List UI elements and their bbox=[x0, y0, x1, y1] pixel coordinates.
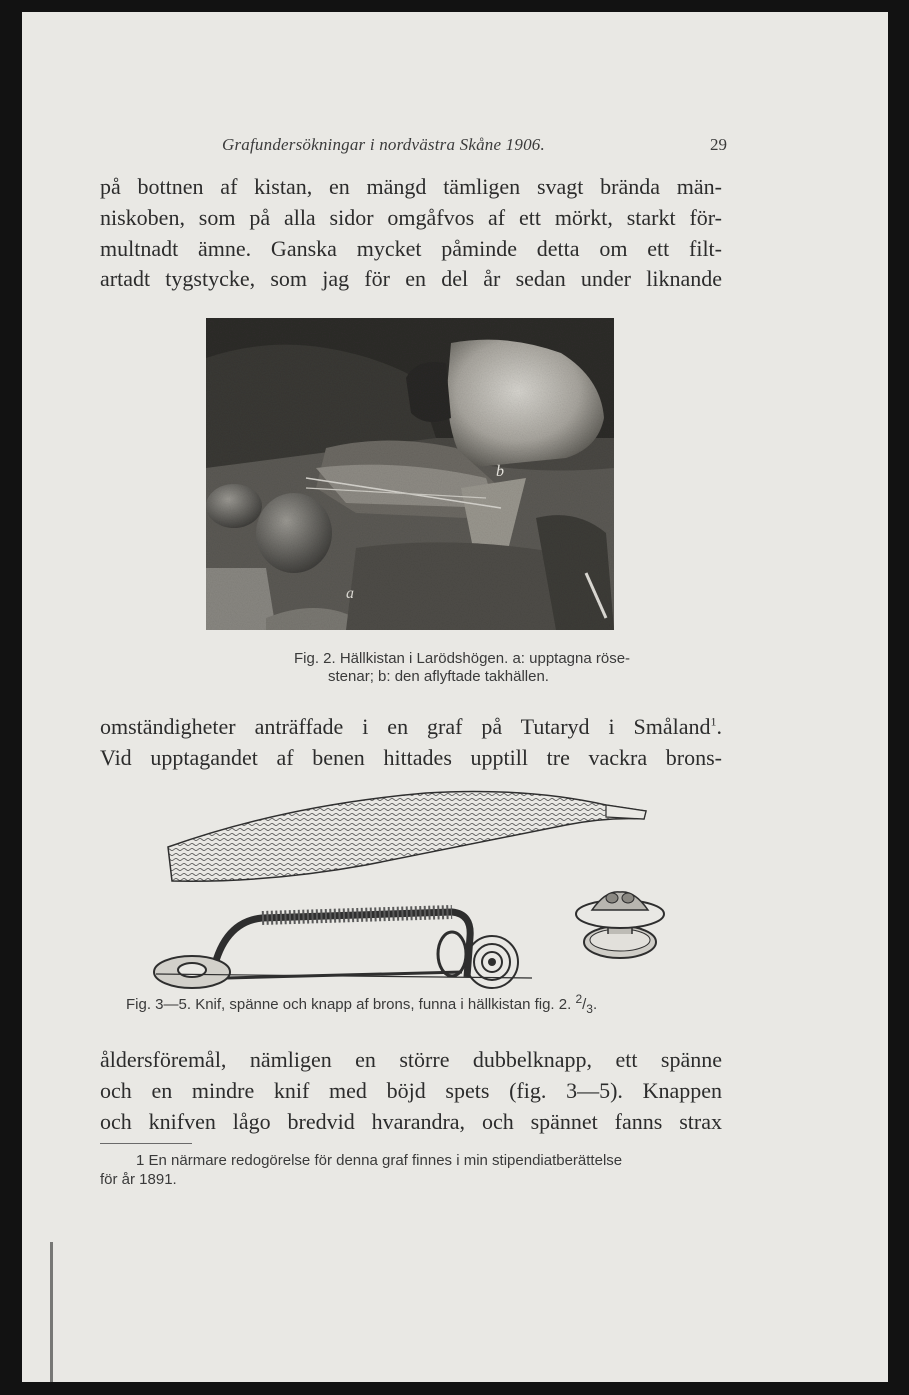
caption-line: Fig. 2. Hällkistan i Larödshögen. a: upptagna röse- bbox=[294, 650, 631, 667]
text-line: och en mindre knif med böjd spets (fig. 3—5). Knappen bbox=[100, 1077, 722, 1103]
book-page bbox=[22, 12, 888, 1382]
paragraph-2 bbox=[100, 712, 722, 774]
figure-2-caption bbox=[294, 650, 644, 686]
scale-numerator: 2 bbox=[575, 992, 583, 1006]
bronze-knife-drawing bbox=[166, 787, 652, 887]
footnote-marker: 1 bbox=[136, 1152, 145, 1169]
page-header bbox=[222, 135, 727, 155]
text-line: på bottnen af kistan, en mängd tämligen svagt brända män- bbox=[100, 174, 722, 199]
photo-label-a: a bbox=[346, 585, 354, 602]
text-line-content: omständigheter anträffade i en graf på Tutaryd i Småland bbox=[100, 714, 711, 739]
text-line: och knifven lågo bredvid hvarandra, och spännet fanns strax bbox=[100, 1108, 722, 1134]
text-line: Vid upptagandet af benen hittades upptill tre vackra brons- bbox=[100, 744, 722, 770]
running-title: Grafundersökningar i nordvästra Skåne 1906. bbox=[222, 135, 545, 154]
text-line: artadt tygstycke, som jag för en del år sedan under liknande bbox=[100, 266, 722, 292]
footnote-reference: 1 bbox=[710, 714, 717, 729]
footnote-line bbox=[100, 1151, 720, 1170]
text-line: åldersföremål, nämligen en större dubbelknapp, ett spänne bbox=[100, 1047, 722, 1072]
footnote bbox=[100, 1151, 720, 1189]
bronze-button-drawing bbox=[570, 884, 670, 964]
figure-3-5-caption: Fig. 3—5. Knif, spänne och knapp af brons, funna i hällkistan fig. 2. $^2/_3$. bbox=[126, 992, 598, 1016]
paragraph-3 bbox=[100, 1045, 722, 1137]
text-line: niskoben, som på alla sidor omgåfvos af ett mörkt, starkt för- bbox=[100, 204, 722, 230]
bronze-brooch-drawing bbox=[152, 892, 532, 1002]
page-number: 29 bbox=[710, 135, 727, 154]
footnote-text: En närmare redogörelse för denna graf finnes i min stipendiatberättelse bbox=[148, 1152, 623, 1169]
footnote-divider bbox=[100, 1143, 192, 1144]
photograph-stone-cist bbox=[206, 318, 614, 630]
text-line: multnadt ämne. Ganska mycket påminde detta om ett filt- bbox=[100, 235, 722, 261]
scan-edge-mark bbox=[50, 1242, 53, 1382]
photo-label-b: b bbox=[496, 463, 504, 480]
text-line: omständigheter anträffade i en graf på Tutaryd i Småland$^1$. bbox=[100, 714, 722, 739]
paragraph-1 bbox=[100, 172, 722, 295]
caption-text: Fig. 3—5. Knif, spänne och knapp af brons, funna i hällkistan fig. 2. bbox=[126, 996, 576, 1013]
footnote-line: för år 1891. bbox=[100, 1171, 177, 1188]
caption-line: stenar; b: den aflyftade takhällen. bbox=[328, 668, 549, 685]
scale-denominator: 3 bbox=[586, 1002, 593, 1016]
